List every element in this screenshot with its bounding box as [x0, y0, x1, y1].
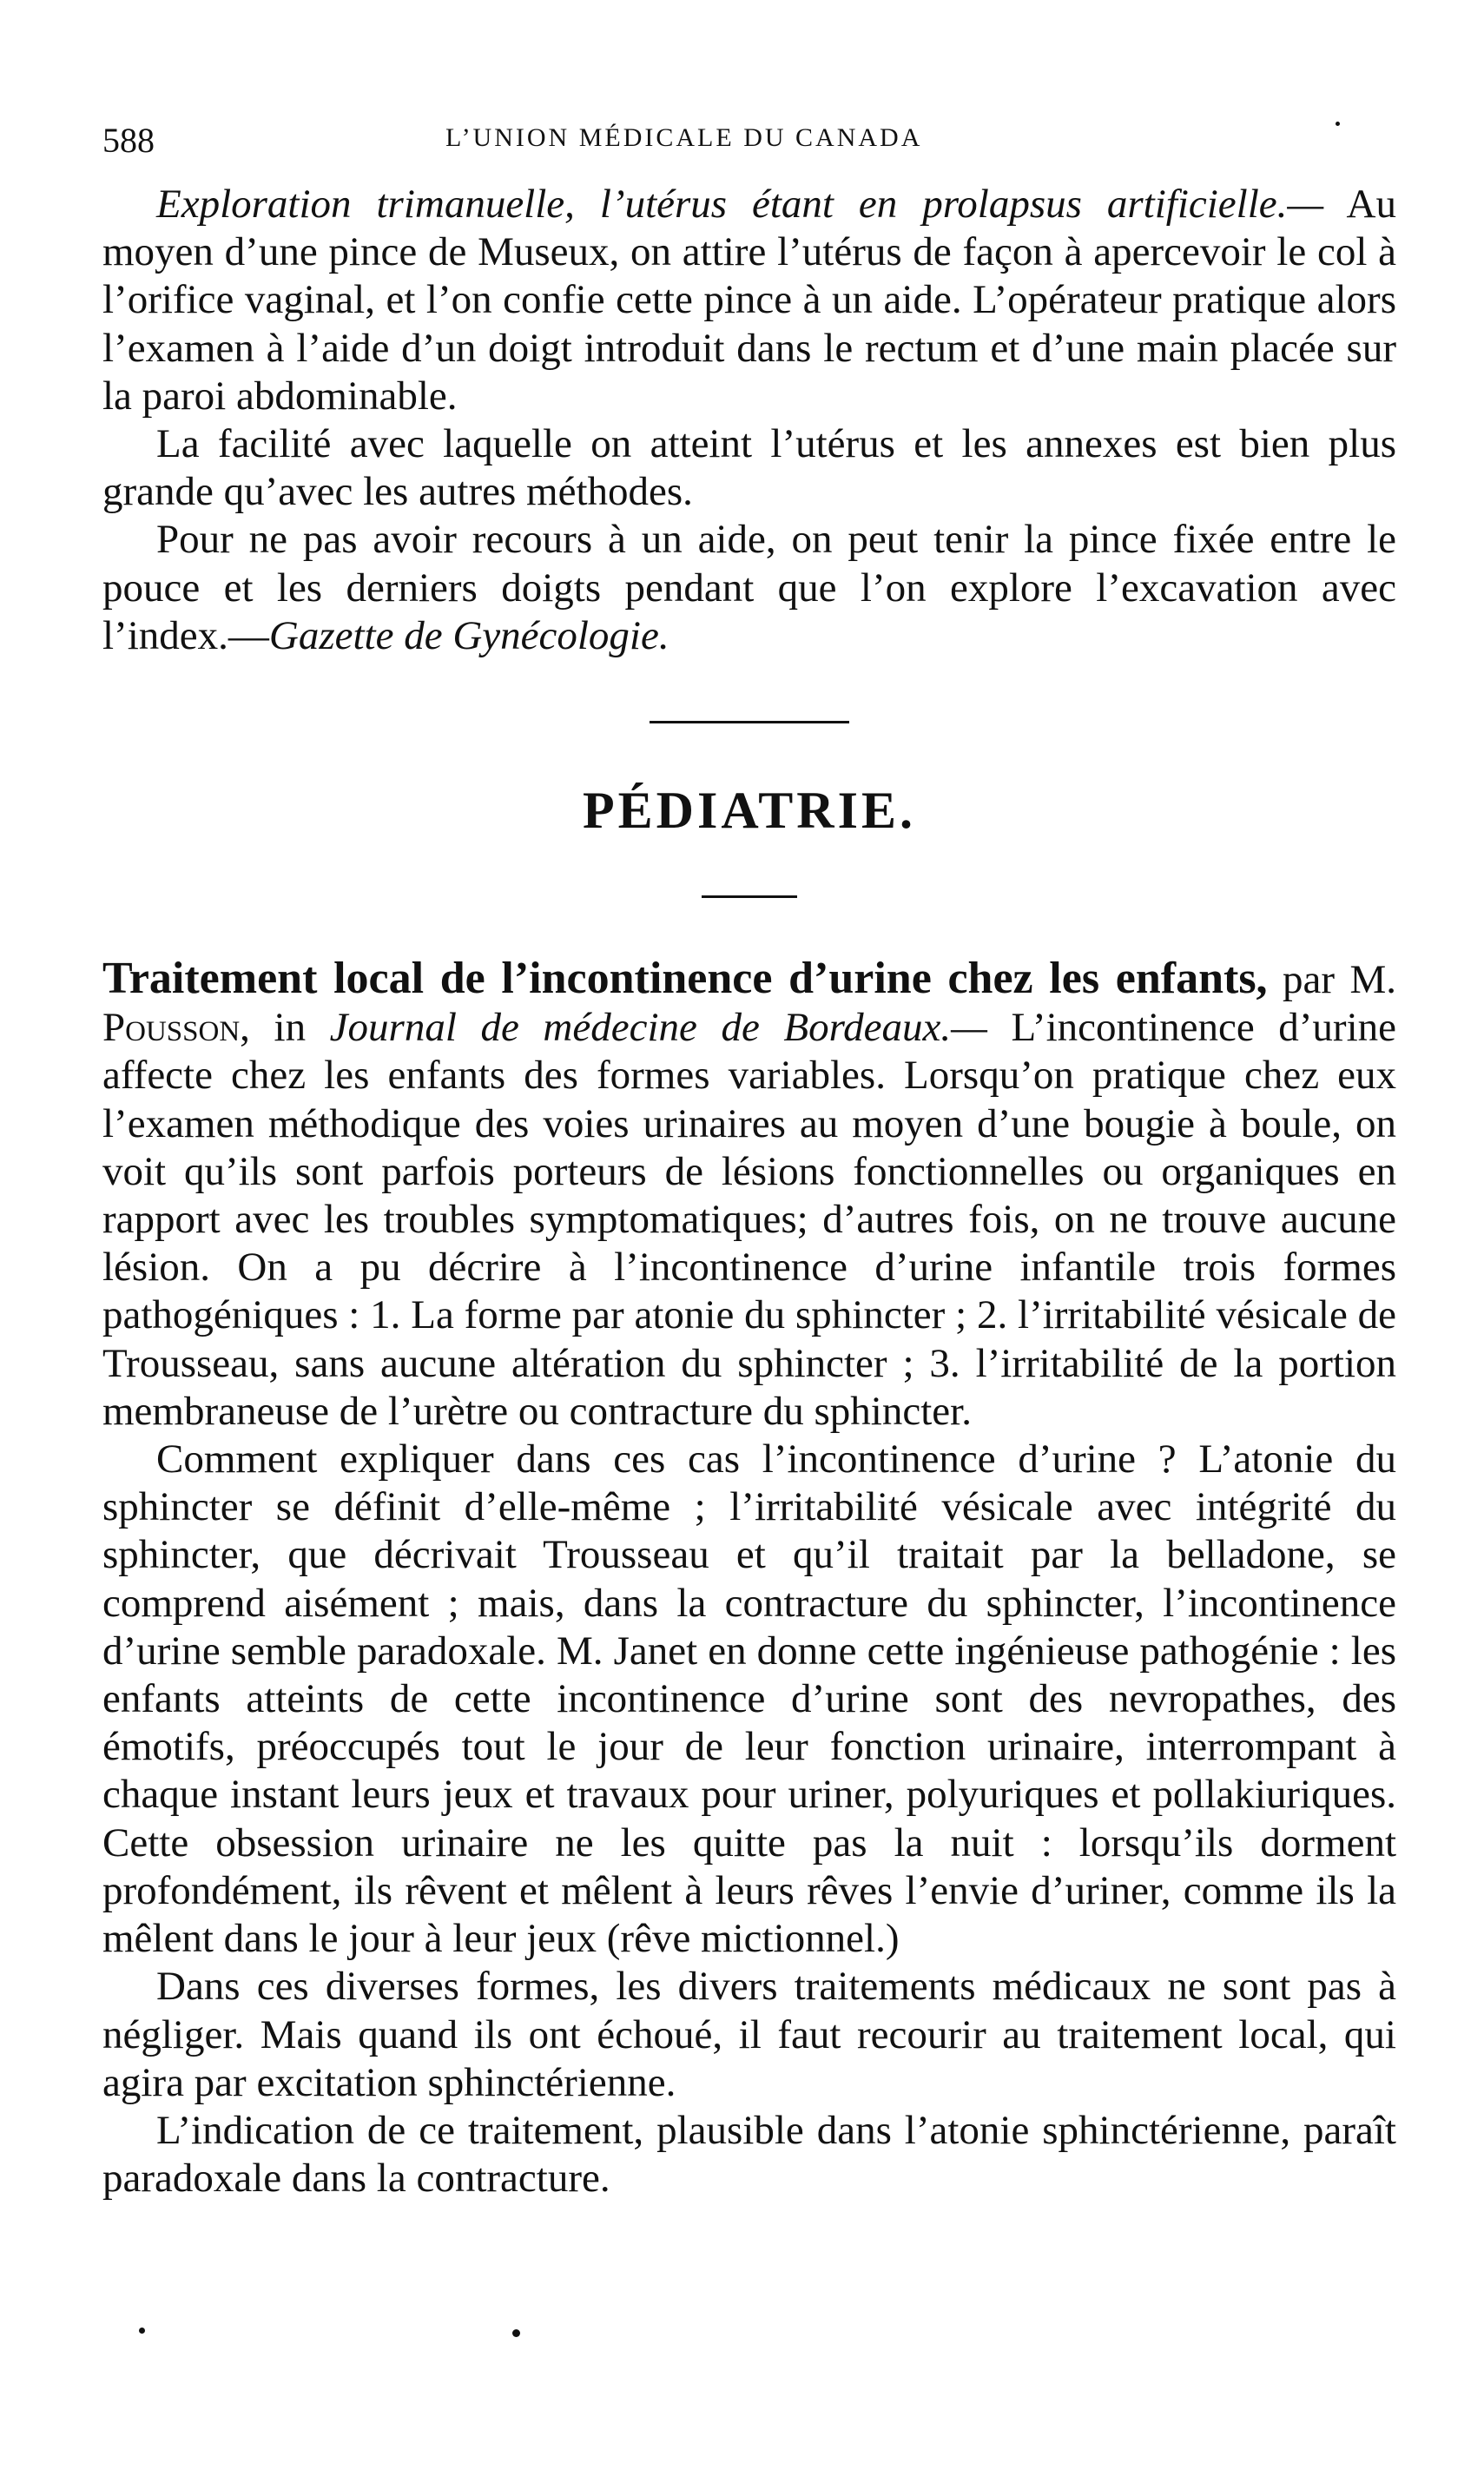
- paragraph: La facilité avec laquelle on atteint l’utérus et les annexes est bien plus grande qu’avec les autres méthodes.: [102, 421, 1396, 515]
- journal-title: L’UNION MÉDICALE DU CANADA: [445, 123, 923, 152]
- paragraph-text: Pour ne pas avoir recours à un aide, on peut tenir la pince fixée entre le pouce et les derniers doigts pendant que l’on explore l’excavation avec l’index.—: [102, 517, 1396, 658]
- section-exploration: [102, 181, 1396, 660]
- footer-marks: [0, 2310, 1294, 2380]
- byline-prefix: par M.: [1267, 957, 1396, 1003]
- paragraph: Comment expliquer dans ces cas l’incontinence d’urine ? L’atonie du sphincter se définit d’elle-même ; l’irritabilité vésicale avec intégrité du sphincter, que décrivait Trousseau et qu’il traitait par la belladone, se comprend aisément ; mais, dans la contracture du sphincter, l’incontinence d’urine semble paradoxale. M. Janet en donne cette ingénieuse pathogénie : les enfants atteints de cette incontinence d’urine sont des nevropathes, des émotifs, préoccupés tout le jour de leur fonction urinaire, interrompant à chaque instant leurs jeux et travaux pour uriner, polyuriques et pollakiuriques. Cette obsession urinaire ne les quitte pas la nuit : lorsqu’ils dorment profondément, ils rêvent et mêlent à leurs rêves l’envie d’uriner, comme ils la mêlent dans le jour à leur jeux (rêve mictionnel.): [102, 1436, 1396, 1962]
- divider-rule: [650, 721, 849, 723]
- article-title: Traitement local de l’incontinence d’urine chez les enfants,: [102, 954, 1268, 1004]
- divider-rule: [702, 895, 797, 898]
- printer-mark: [139, 2328, 145, 2334]
- page-number: 588: [102, 121, 155, 160]
- section-title: Exploration trimanuelle, l’utérus étant en prolapsus artificielle.—: [156, 182, 1324, 227]
- paragraph: L’indication de ce traitement, plausible dans l’atonie sphinctérienne, paraît paradoxale dans la contracture.: [102, 2107, 1396, 2202]
- section-heading: PÉDIATRIE.: [583, 782, 916, 840]
- journal-name: Journal de médecine de Bordeaux.—: [329, 1005, 987, 1051]
- source-citation: Gazette de Gynécologie.: [268, 612, 669, 658]
- author-name: Pousson: [102, 1005, 241, 1051]
- paragraph-text: Au moyen d’une pince de Museux, on attire l’utérus de façon à apercevoir le col à l’orifice vaginal, et l’on confie cette pince à un aide. L’opérateur pratique alors l’examen à l’aide d’un doigt introduit dans le rectum et d’une main placée sur la paroi abdominable.: [102, 182, 1396, 419]
- in-text: , in: [240, 1005, 330, 1051]
- running-header: [102, 120, 1396, 172]
- article-incontinence: [102, 954, 1396, 2202]
- printer-mark: [1336, 122, 1340, 126]
- paragraph-text: L’incontinence d’urine affecte chez les enfants des formes variables. Lorsqu’on pratique chez eux l’examen méthodique des voies urinaires au moyen d’une bougie à boule, on voit qu’ils sont parfois porteurs de lésions fonctionnelles ou organiques en rapport avec les troubles symptomatiques; d’autres fois, on ne trouve aucune lésion. On a pu décrire à l’incontinence d’urine infantile trois formes pathogéniques : 1. La forme par atonie du sphincter ; 2. l’irritabilité vésicale de Trousseau, sans aucune altération du sphincter ; 3. l’irritabilité de la portion membraneuse de l’urètre ou contracture du sphincter.: [102, 1005, 1397, 1434]
- document-page: [102, 120, 1396, 2202]
- paragraph: Dans ces diverses formes, les divers traitements médicaux ne sont pas à négliger. Mais quand ils ont échoué, il faut recourir au traitement local, qui agira par excitation sphinctérienne.: [102, 1964, 1396, 2105]
- printer-mark: [512, 2329, 520, 2337]
- paragraph: [102, 516, 1396, 660]
- paragraph: [102, 954, 1396, 1436]
- paragraph: [102, 181, 1396, 420]
